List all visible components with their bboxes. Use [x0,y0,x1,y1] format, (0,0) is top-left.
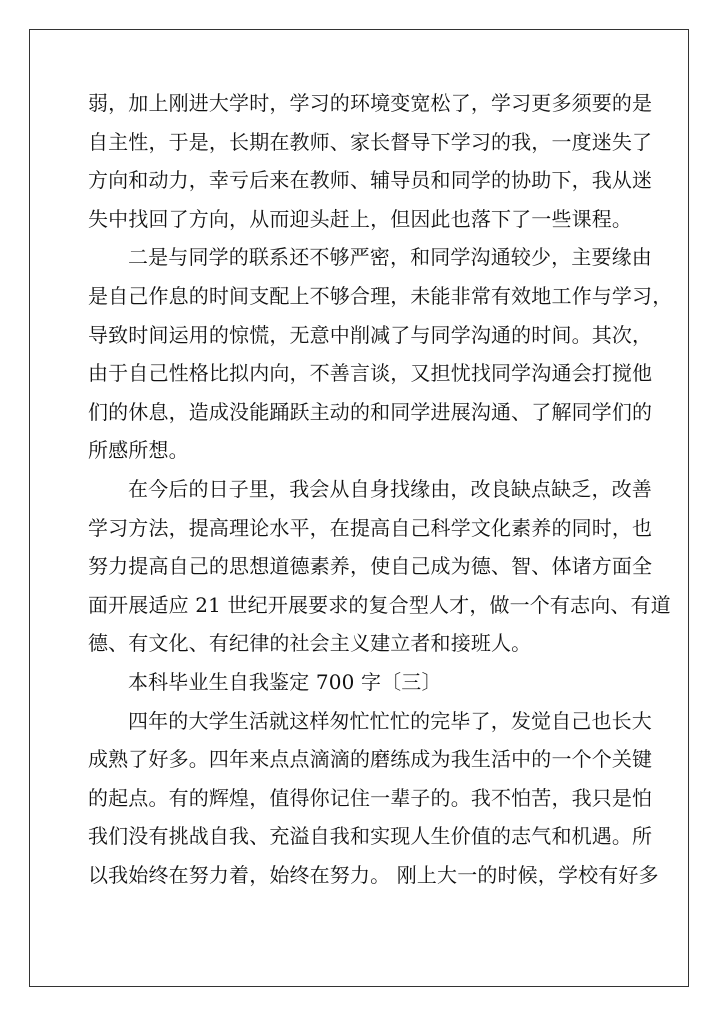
text-line: 学习方法，提高理论水平，在提高自己科学文化素养的同时，也 [88,515,653,540]
text-line: 弱，加上刚进大学时，学习的环境变宽松了，学习更多须要的是 [88,91,653,115]
text-line: 由于自己性格比拟内向，不善言谈，又担忧找同学沟通会打搅他 [88,361,653,386]
text-line: 方向和动力，幸亏后来在教师、辅导员和同学的协助下，我从迷 [88,168,653,193]
text-line: 们的休息，造成没能踊跃主动的和同学进展沟通、了解同学们的 [88,399,653,424]
text-line: 所感所想。 [88,438,189,463]
text-line: 德、有文化、有纪律的社会主义建立者和接班人。 [88,631,532,656]
section-heading: 本科毕业生自我鉴定 700 字〔三〕 [128,669,442,694]
paragraph-start-line: 在今后的日子里，我会从自身找缘由，改良缺点缺乏，改善 [128,476,652,501]
document-body [88,84,673,894]
text-line: 失中找回了方向，从而迎头赶上，但因此也落下了一些课程。 [88,206,633,231]
text-line: 导致时间运用的惊慌，无意中削减了与同学沟通的时间。其次， [88,322,653,347]
paragraph-start-line: 二是与同学的联系还不够严密，和同学沟通较少，主要缘由 [128,245,652,270]
text-line: 自主性，于是，长期在教师、家长督导下学习的我，一度迷失了 [88,129,653,154]
text-line: 以我始终在努力着，始终在努力。 刚上大一的时候，学校有好多 [88,862,659,887]
text-line: 我们没有挑战自我、充溢自我和实现人生价值的志气和机遇。所 [88,824,653,849]
text-line: 的起点。有的辉煌，值得你记住一辈子的。我不怕苦，我只是怕 [88,785,653,810]
text-line: 面开展适应 21 世纪开展要求的复合型人才，做一个有志向、有道 [88,592,671,617]
text-line: 是自己作息的时间支配上不够合理，未能非常有效地工作与学习， [88,283,673,308]
text-line: 努力提高自己的思想道德素养，使自己成为德、智、体诸方面全 [88,554,653,579]
paragraph-start-line: 四年的大学生活就这样匆忙忙忙的完毕了，发觉自己也长大 [128,708,652,733]
text-line: 成熟了好多。四年来点点滴滴的磨练成为我生活中的一个个关键 [88,747,653,772]
